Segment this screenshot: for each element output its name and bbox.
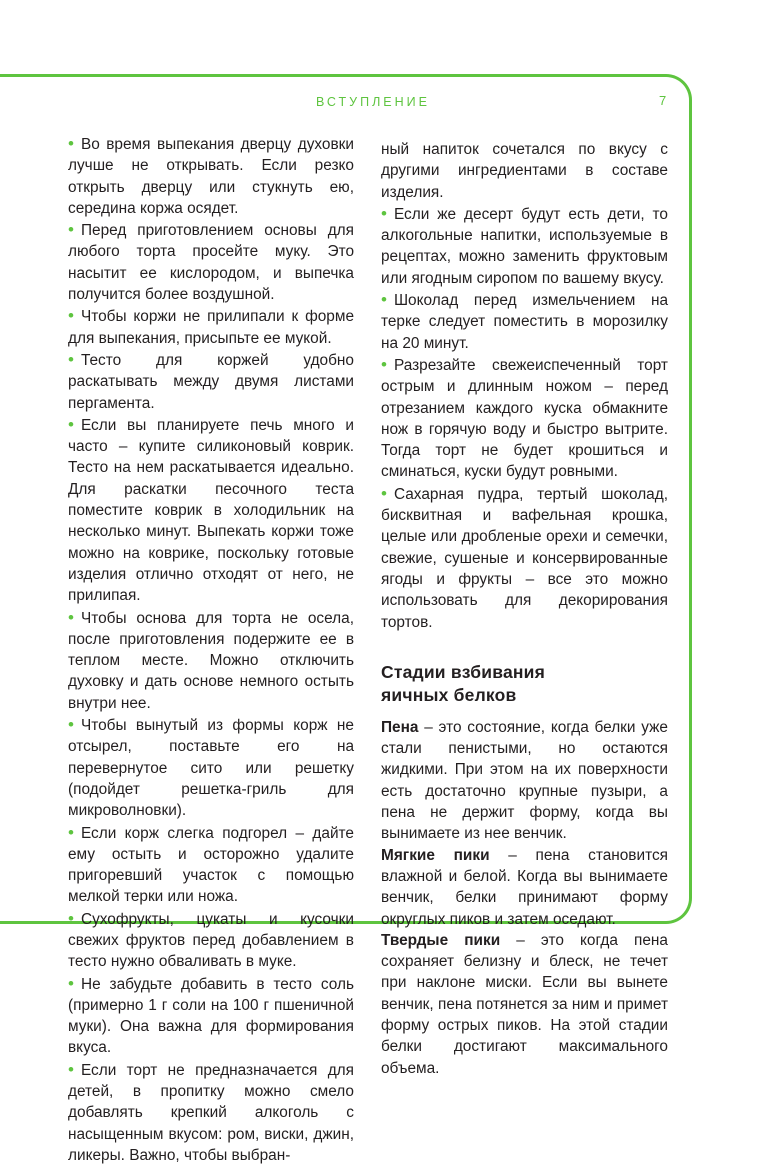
tip-item: • Чтобы вынутый из формы корж не отсырел, поставьте его на перевернутое сито или решетку (подойдет решетка-гриль для микроволновки). xyxy=(68,715,354,820)
tip-item: • Если же десерт будут есть дети, то алкогольные напитки, используемые в рецептах, можно заменить фруктовым или ягодным сиропом по вашему вкусу. xyxy=(381,203,668,287)
stage-item xyxy=(381,930,668,1079)
bullet-dot-icon: • xyxy=(68,973,74,993)
bullet-dot-icon: • xyxy=(68,715,74,735)
tip-item: • Перед приготовлением основы для любого торта просейте муку. Это насытит ее кислородом, и выпечка получится более воздушной. xyxy=(68,220,354,304)
stage-description: – пена становится влажной и белой. Когда вы вынимаете венчик, белки принимают форму округлых пиков и затем оседают. xyxy=(381,846,668,928)
tip-item: • Шоколад перед измельчением на терке следует поместить в морозилку на 20 минут. xyxy=(381,290,668,352)
tip-item: • Разрезайте свежеиспеченный торт острым и длинным ножом – перед отрезанием каждого куска обмакните нож в горячую воду и быстро вытрите. Тогда торт не будет крошиться и сминаться, куски будут ровными. xyxy=(381,354,668,481)
tip-item: • Если вы планируете печь много и часто – купите силиконовый коврик. Тесто на нем раскатывается идеально. Для раскатки песочного теста поместите коврик в холодильник на несколько минут. Выпекать коржи тоже можно на коврике, поскольку готовые изделия отлично отходят от него, не прилипая. xyxy=(68,414,354,605)
tip-item: • Во время выпекания дверцу духовки лучше не открывать. Если резко открыть дверцу или стукнуть ею, середина коржа осядет. xyxy=(68,134,354,217)
left-column xyxy=(68,133,354,1166)
tip-item: • Если корж слегка подгорел – дайте ему остыть и осторожно удалите пригоревший участок с помощью мелкой терки или ножа. xyxy=(68,822,354,906)
tip-item: • Если торт не предназначается для детей, в пропитку можно смело добавлять крепкий алкоголь с насыщенным вкусом: ром, виски, джин, ликеры. Важно, чтобы выбран- xyxy=(68,1059,354,1164)
bullet-dot-icon: • xyxy=(68,1059,74,1079)
stage-term: Мягкие пики xyxy=(381,846,490,864)
bullet-dot-icon: • xyxy=(381,354,387,374)
bullet-dot-icon: • xyxy=(381,483,387,503)
stage-term: Твердые пики xyxy=(381,931,501,949)
tip-item: • Тесто для коржей удобно раскатывать между двумя листами пергамента. xyxy=(68,349,354,412)
tip-item: • Сухофрукты, цукаты и кусочки свежих фруктов перед добавлением в тесто нужно обваливать в муке. xyxy=(68,908,354,971)
stage-term: Пена xyxy=(381,718,419,736)
section-heading xyxy=(381,661,668,707)
section-heading-line1: Стадии взбивания xyxy=(381,661,546,682)
bullet-dot-icon: • xyxy=(68,607,74,627)
continuation-text: ный напиток сочетался по вкусу с другими ингредиентами в составе изделия. xyxy=(381,141,668,201)
running-head: ВСТУПЛЕНИЕ xyxy=(316,95,430,109)
right-column xyxy=(381,139,668,1079)
tip-item: • Чтобы основа для торта не осела, после приготовления подержите ее в теплом месте. Можно отключить духовку и дать основе немного остыть внутри нее. xyxy=(68,607,354,712)
stage-description: – это когда пена сохраняет белизну и блеск, не течет при наклоне миски. Если вы вынете венчик, пена потянется за ним и примет форму острых пиков. На этой стадии белки достигают максимального объема. xyxy=(381,931,668,1077)
stage-item xyxy=(381,845,668,930)
section-heading-line2: яичных белков xyxy=(381,684,517,705)
bullet-dot-icon: • xyxy=(68,306,74,326)
page-number: 7 xyxy=(659,93,667,108)
bullet-dot-icon: • xyxy=(68,220,74,240)
tip-item: • Сахарная пудра, тертый шоколад, бисквитная и вафельная крошка, целые или дробленые орехи и семечки, свежие, сушеные и консервированные ягоды и фрукты – все это можно использовать для декорирования тортов. xyxy=(381,483,668,631)
bullet-dot-icon: • xyxy=(68,414,74,434)
bullet-dot-icon: • xyxy=(381,290,387,310)
tip-item: • Чтобы коржи не прилипали к форме для выпекания, присыпьте ее мукой. xyxy=(68,306,354,347)
stage-item xyxy=(381,717,668,845)
stage-description: – это состояние, когда белки уже стали пенистыми, но остаются жидкими. При этом на их поверхности есть достаточно крупные пузыри, а пена не держит форму, когда вы вынимаете из нее венчик. xyxy=(381,718,668,843)
bullet-dot-icon: • xyxy=(68,822,74,842)
bullet-dot-icon: • xyxy=(381,203,387,223)
bullet-dot-icon: • xyxy=(68,908,74,928)
bullet-dot-icon: • xyxy=(68,134,74,153)
tip-item: • Не забудьте добавить в тесто соль (примерно 1 г соли на 100 г пшеничной муки). Она важна для формирования вкуса. xyxy=(68,973,354,1057)
bullet-dot-icon: • xyxy=(68,349,74,369)
